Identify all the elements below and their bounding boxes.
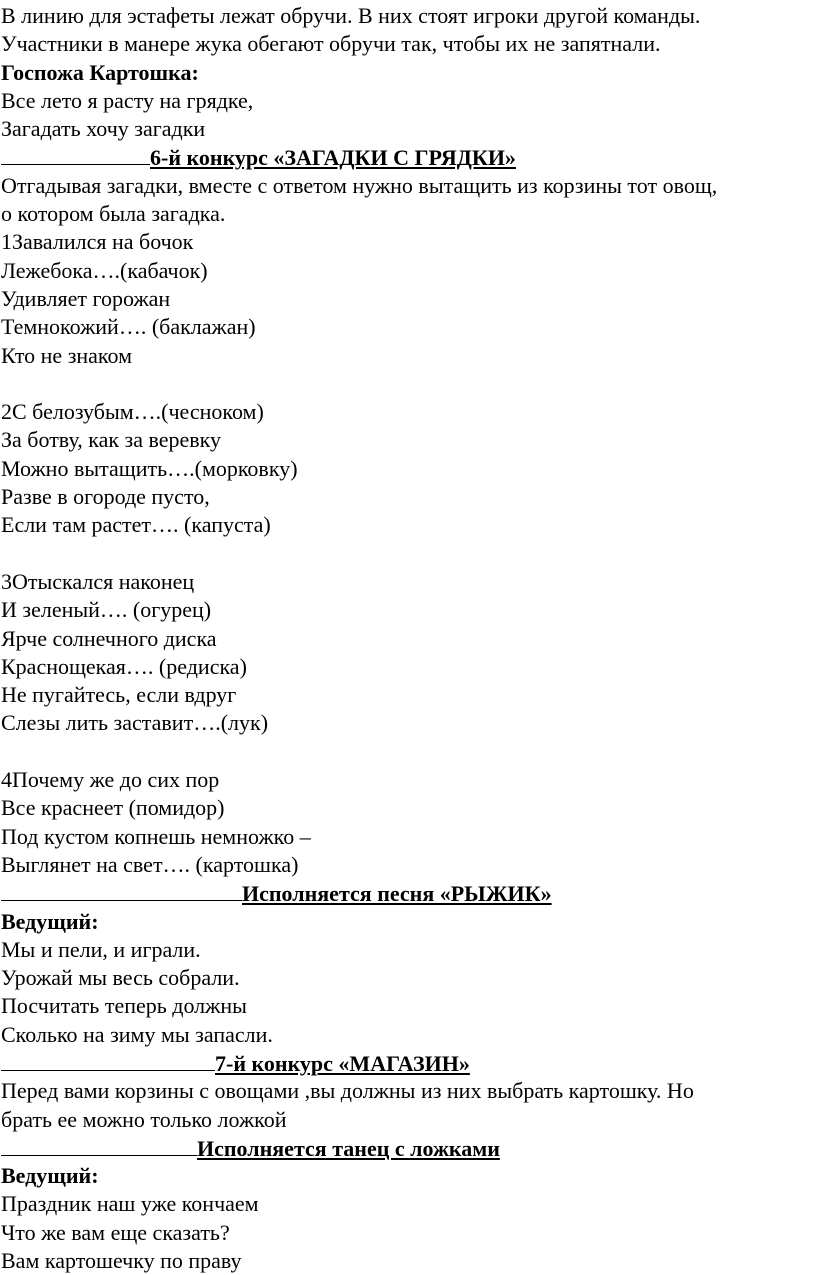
text-line: Праздник наш уже кончаем [1, 1191, 259, 1217]
text-line: Перед вами корзины с овощами ,вы должны из них выбрать картошку. Но [1, 1078, 694, 1104]
heading-rule [1, 879, 242, 901]
text-line: Посчитать теперь должны [1, 993, 247, 1019]
riddle-line: Лежебока….(кабачок) [1, 257, 208, 283]
riddle-line: Выглянет на свет…. (картошка) [1, 851, 299, 877]
riddle-line: 1Завалился на бочок [1, 229, 194, 255]
blank-line [1, 370, 816, 398]
text-line: Вам картошечку по праву [1, 1248, 242, 1274]
section-heading-contest-6 [1, 143, 816, 171]
riddle-line: И зеленый…. (огурец) [1, 597, 212, 623]
text-line: Участники в манере жука обегают обручи так, чтобы их не запятнали. [1, 31, 661, 57]
riddle-line: 4Почему же до сих пор [1, 767, 220, 793]
text-line: Урожай мы весь собрали. [1, 965, 240, 991]
riddle-line: Можно вытащить….(морковку) [1, 455, 298, 481]
text-line: Сколько на зиму мы запасли. [1, 1021, 273, 1047]
riddle-line: Все краснеет (помидор) [1, 795, 225, 821]
section-heading-song [1, 879, 816, 907]
text-line: Отгадывая загадки, вместе с ответом нужно вытащить из корзины тот овощ, [1, 172, 718, 198]
text-line: В линию для эстафеты лежат обручи. В них стоят игроки другой команды. [1, 3, 701, 28]
riddle-line: Ярче солнечного диска [1, 625, 217, 651]
heading-rule [1, 143, 150, 165]
text-line: Загадать хочу загадки [1, 116, 206, 142]
riddle-line: Слезы лить заставит….(лук) [1, 710, 269, 736]
speaker-label: Ведущий: [1, 1163, 99, 1189]
riddle-line: Темнокожий…. (баклажан) [1, 314, 256, 340]
riddle-line: Не пугайтесь, если вдруг [1, 682, 237, 708]
section-heading-text: 7-й конкурс «МАГАЗИН» [215, 1050, 470, 1076]
heading-rule [1, 1049, 215, 1071]
section-heading-contest-7 [1, 1049, 816, 1077]
text-line: Мы и пели, и играли. [1, 936, 201, 962]
riddle-line: 2С белозубым….(чесноком) [1, 399, 264, 425]
riddle-line: За ботву, как за веревку [1, 427, 222, 453]
blank-line [1, 540, 816, 568]
text-line: Что же вам еще сказать? [1, 1219, 230, 1245]
text-line: Все лето я расту на грядке, [1, 87, 254, 113]
speaker-label: Ведущий: [1, 908, 99, 934]
text-line: брать ее можно только ложкой [1, 1106, 287, 1132]
riddle-line: Кто не знаком [1, 342, 133, 368]
section-heading-text: 6-й конкурс «ЗАГАДКИ С ГРЯДКИ» [150, 145, 516, 171]
riddle-line: Краснощекая…. (редиска) [1, 653, 247, 679]
riddle-line: Удивляет горожан [1, 285, 171, 311]
text-line: о котором была загадка. [1, 201, 226, 227]
riddle-line: Под кустом копнешь немножко – [1, 823, 311, 849]
speaker-label: Госпожа Картошка: [1, 59, 199, 85]
heading-rule [1, 1134, 197, 1156]
riddle-line: 3Отыскался наконец [1, 568, 195, 594]
riddle-line: Если там растет…. (капуста) [1, 512, 271, 538]
section-heading-dance [1, 1134, 816, 1162]
riddle-line: Разве в огороде пусто, [1, 484, 210, 510]
blank-line [1, 738, 816, 766]
section-heading-text: Исполняется танец с ложками [197, 1135, 500, 1161]
section-heading-text: Исполняется песня «РЫЖИК» [242, 881, 552, 907]
